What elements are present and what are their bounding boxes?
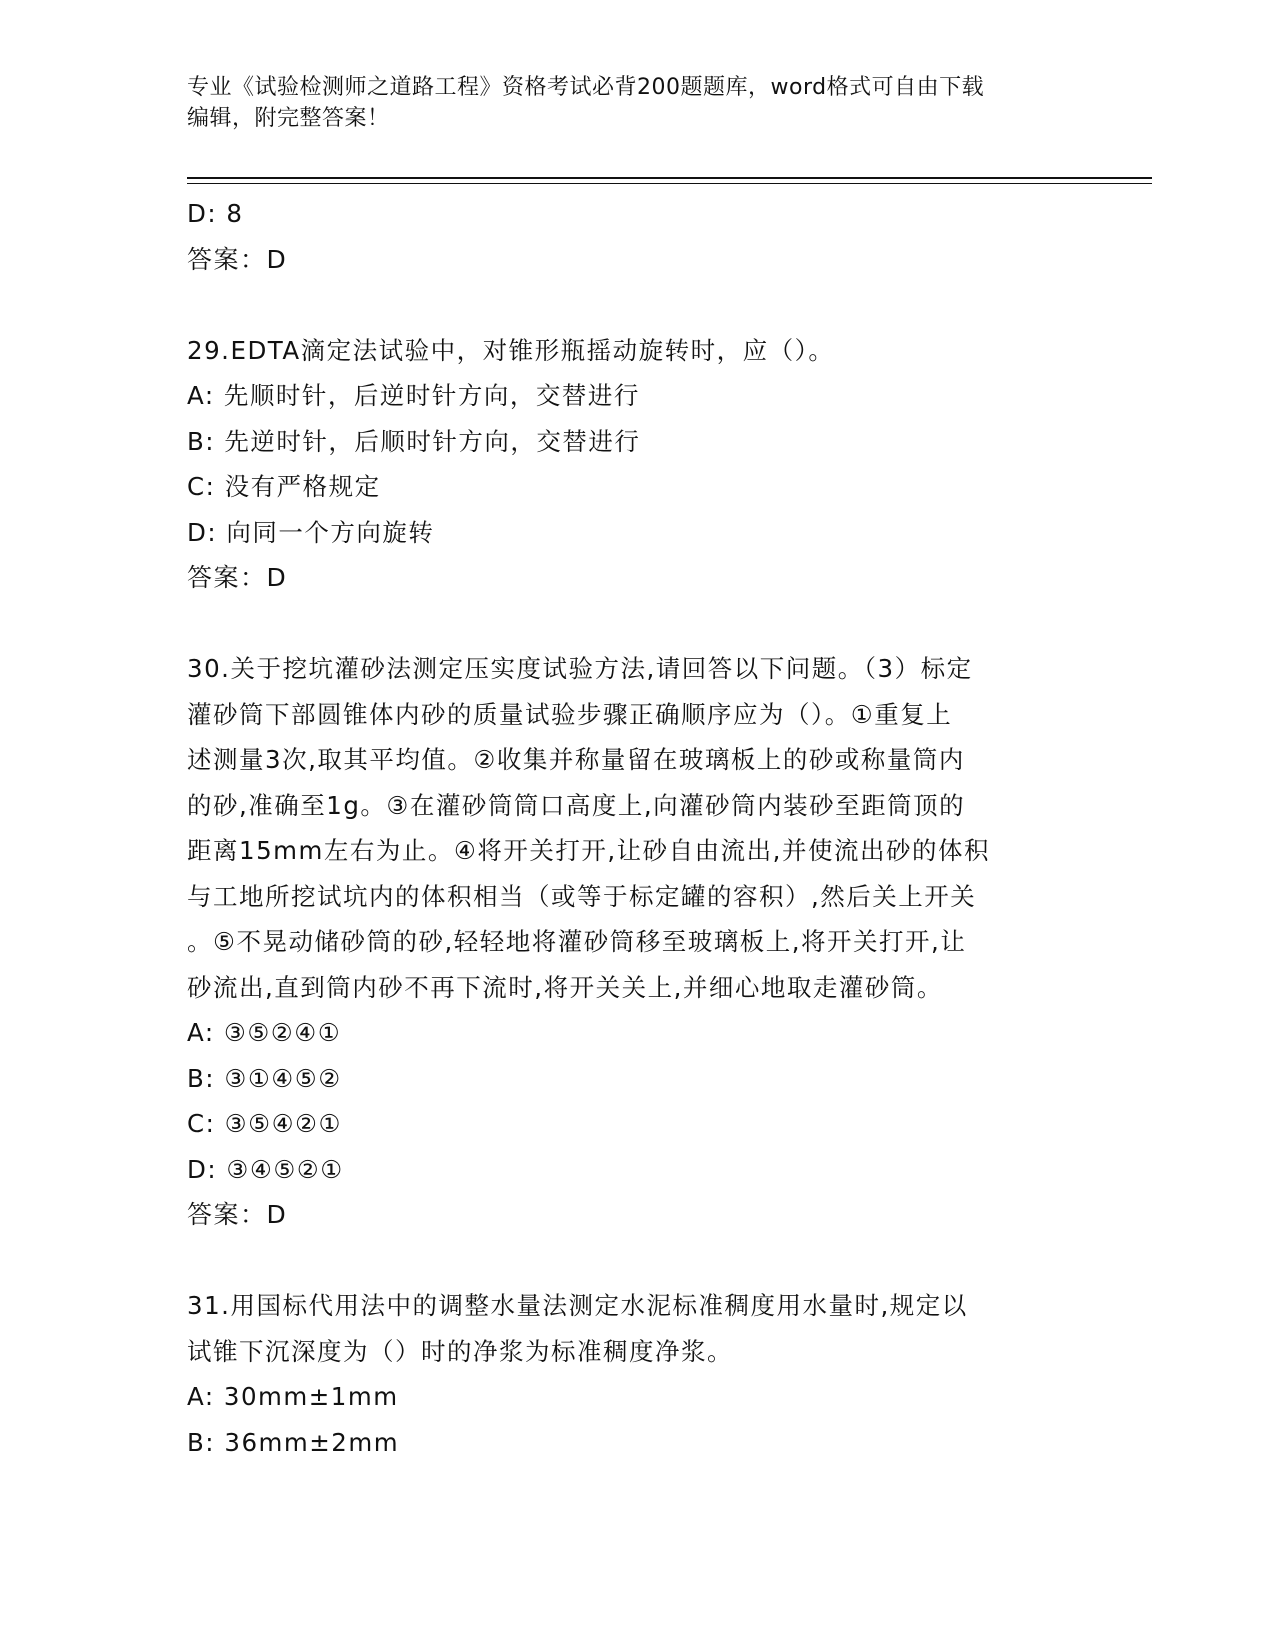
option-b: B: 36mm±2mm bbox=[187, 1427, 400, 1457]
question-stem: 29.EDTA滴定法试验中，对锥形瓶摇动旋转时，应（）。 bbox=[187, 335, 835, 365]
header-line-2: 编辑，附完整答案！ bbox=[187, 106, 390, 131]
question-stem-line: 灌砂筒下部圆锥体内砂的质量试验步骤正确顺序应为（）。①重复上 bbox=[187, 699, 953, 729]
question-30 bbox=[187, 646, 1087, 1238]
option-a: A: 30mm±1mm bbox=[187, 1382, 399, 1411]
option-d: D: ③④⑤②① bbox=[187, 1154, 344, 1184]
prev-option-d: D: 8 bbox=[187, 199, 244, 228]
header-rule-thin bbox=[187, 183, 1152, 184]
question-31 bbox=[187, 1283, 1087, 1465]
question-stem-line: 30.关于挖坑灌砂法测定压实度试验方法,请回答以下问题。（3）标定 bbox=[187, 654, 973, 683]
question-stem-line: 试锥下沉深度为（）时的净浆为标准稠度净浆。 bbox=[187, 1336, 733, 1366]
answer: 答案：D bbox=[187, 1200, 288, 1229]
question-29 bbox=[187, 328, 1087, 601]
option-c: C: ③⑤④②① bbox=[187, 1109, 342, 1138]
option-a: A: ③⑤②④① bbox=[187, 1018, 342, 1047]
spacer bbox=[187, 1238, 1087, 1284]
question-stem-line: 31.用国标代用法中的调整水量法测定水泥标准稠度用水量时,规定以 bbox=[187, 1291, 968, 1320]
header-line-1: 专业《试验检测师之道路工程》资格考试必背200题题库，word格式可自由下载 bbox=[187, 75, 985, 100]
option-d: D: 向同一个方向旋转 bbox=[187, 517, 435, 547]
question-stem-line: 距离15mm左右为止。④将开关打开,让砂自由流出,并使流出砂的体积 bbox=[187, 836, 990, 865]
option-b: B: 先逆时针，后顺时针方向，交替进行 bbox=[187, 426, 641, 456]
document-body bbox=[187, 191, 1087, 1465]
answer: 答案：D bbox=[187, 563, 288, 592]
option-b: B: ③①④⑤② bbox=[187, 1063, 342, 1093]
option-c: C: 没有严格规定 bbox=[187, 472, 381, 501]
prev-answer: 答案：D bbox=[187, 244, 288, 274]
question-stem-line: 述测量3次,取其平均值。②收集并称量留在玻璃板上的砂或称量筒内 bbox=[187, 745, 965, 774]
page-header bbox=[187, 72, 1067, 134]
option-a: A: 先顺时针，后逆时针方向，交替进行 bbox=[187, 381, 640, 410]
question-stem-line: 。⑤不晃动储砂筒的砂,轻轻地将灌砂筒移至玻璃板上,将开关打开,让 bbox=[187, 927, 967, 956]
header-rule-thick bbox=[187, 177, 1152, 179]
spacer bbox=[187, 601, 1087, 647]
question-stem-line: 砂流出,直到筒内砂不再下流时,将开关关上,并细心地取走灌砂筒。 bbox=[187, 972, 943, 1002]
spacer bbox=[187, 282, 1087, 328]
question-stem-line: 与工地所挖试坑内的体积相当（或等于标定罐的容积）,然后关上开关 bbox=[187, 881, 977, 911]
question-stem-line: 的砂,准确至1g。③在灌砂筒筒口高度上,向灌砂筒内装砂至距筒顶的 bbox=[187, 790, 966, 820]
